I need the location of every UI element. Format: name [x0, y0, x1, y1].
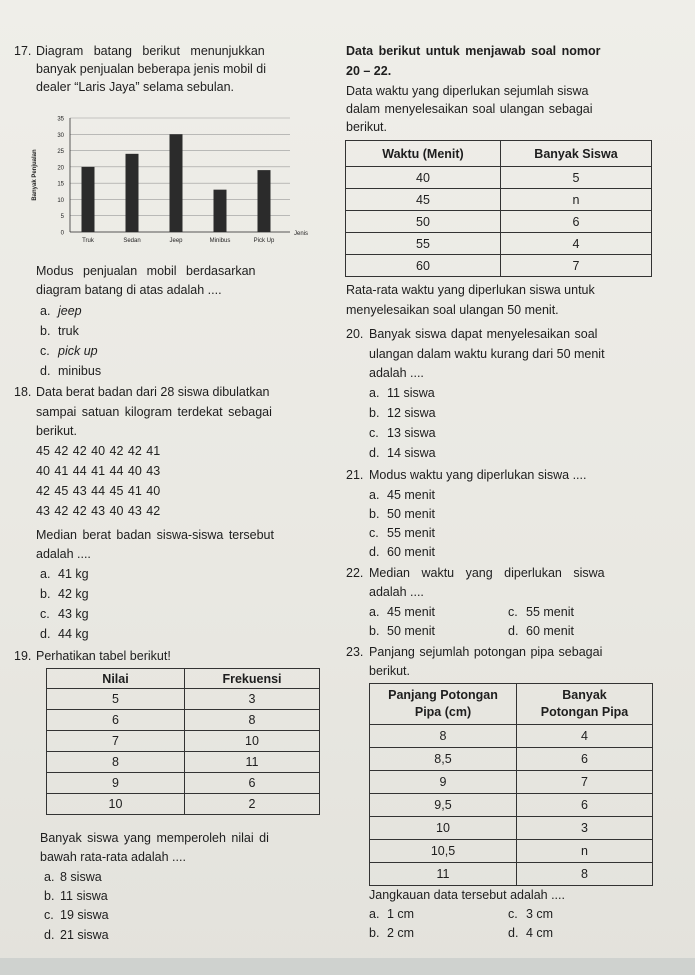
pipa-table: [369, 683, 653, 886]
table-cell: 3: [185, 689, 320, 710]
table-row: [370, 817, 653, 840]
header-nilai: Nilai: [47, 669, 185, 689]
header-waktu: Waktu (Menit): [346, 141, 501, 167]
table-cell: 3: [517, 817, 653, 840]
table-row: [47, 710, 320, 731]
after-line-1: Rata-rata waktu yang diperlukan siswa untuk: [346, 283, 595, 297]
q19-intro: Perhatikan tabel berikut!: [36, 649, 171, 663]
bar-sedan: [126, 154, 139, 232]
q22-line-2: adalah ....: [369, 585, 424, 599]
table-cell: 11: [185, 752, 320, 773]
q18-question-1: Median berat badan siswa-siswa tersebut: [36, 528, 274, 542]
table-cell: 8: [47, 752, 185, 773]
y-tick-label: 0: [60, 230, 64, 237]
table-cell: 9: [370, 771, 517, 794]
table-cell: 10,5: [370, 840, 517, 863]
q18-data-row-1: 45 42 42 40 42 42 41: [36, 444, 161, 458]
q21-number: 21.: [346, 468, 364, 482]
x-tick-label: Pick Up: [253, 238, 275, 244]
table-header-row: [370, 684, 653, 725]
header-text: Potongan Pipa: [540, 705, 629, 719]
table-cell: 5: [47, 689, 185, 710]
bar-chart: [22, 108, 322, 258]
table-cell: 7: [517, 771, 653, 794]
y-tick-label: 5: [60, 214, 64, 221]
table-cell: 10: [47, 794, 185, 815]
header-banyak-siswa: Banyak Siswa: [501, 141, 652, 167]
q18-line-1: Data berat badan dari 28 siswa dibulatkan: [36, 385, 270, 399]
q23-question: Jangkauan data tersebut adalah ....: [369, 888, 565, 902]
y-tick-label: 20: [57, 165, 64, 172]
table-cell: 11: [370, 863, 517, 886]
bar-minibus: [214, 190, 227, 232]
header-text: Panjang Potongan: [388, 688, 498, 702]
table-cell: 50: [346, 211, 501, 233]
header-frekuensi: Frekuensi: [185, 669, 320, 689]
table-cell: 7: [47, 731, 185, 752]
intro-line-2: dalam menyelesaikan soal ulangan sebagai: [346, 102, 593, 116]
header-panjang-potongan: [370, 684, 517, 725]
q19-number: 19.: [14, 649, 32, 663]
table-row: [47, 794, 320, 815]
header-banyak-potongan: [517, 684, 653, 725]
q17-question-1: Modus penjualan mobil berdasarkan: [36, 264, 256, 278]
q20-line-3: adalah ....: [369, 366, 424, 380]
table-row: [370, 725, 653, 748]
bar-truk: [82, 167, 95, 232]
q23-number: 23.: [346, 645, 364, 659]
header-text: Banyak: [562, 688, 607, 702]
table-cell: 9: [47, 773, 185, 794]
y-tick-label: 15: [57, 181, 64, 188]
table-row: [346, 189, 652, 211]
y-tick-label: 35: [57, 116, 64, 123]
y-tick-label: 30: [57, 132, 64, 139]
q18-number: 18.: [14, 385, 32, 399]
waktu-table: [345, 140, 652, 277]
table-row: [346, 167, 652, 189]
table-row: [370, 863, 653, 886]
header-text: Pipa (cm): [414, 705, 472, 719]
bar-pick-up: [258, 170, 271, 232]
q22-line-1: Median waktu yang diperlukan siswa: [369, 566, 605, 580]
table-cell: 5: [501, 167, 652, 189]
x-tick-label: Sedan: [123, 238, 141, 244]
q23-line-1: Panjang sejumlah potongan pipa sebagai: [369, 645, 603, 659]
q19-frequency-table: [46, 668, 320, 815]
table-cell: 45: [346, 189, 501, 211]
q17-number: 17.: [14, 44, 32, 58]
table-row: [370, 840, 653, 863]
q18-question-2: adalah ....: [36, 547, 91, 561]
table-row: [346, 255, 652, 277]
table-row: [47, 731, 320, 752]
bar-jeep: [170, 134, 183, 232]
table-cell: 8: [370, 725, 517, 748]
table-header-row: [47, 669, 320, 689]
x-tick-label: Minibus: [209, 238, 231, 244]
table-cell: 8,5: [370, 748, 517, 771]
q18-data-row-4: 43 42 42 43 40 43 42: [36, 504, 161, 518]
after-line-2: menyelesaikan soal ulangan 50 menit.: [346, 303, 559, 317]
table-cell: 40: [346, 167, 501, 189]
table-cell: 10: [185, 731, 320, 752]
intro-line-3: berikut.: [346, 120, 387, 134]
table-cell: 9,5: [370, 794, 517, 817]
y-tick-label: 10: [57, 197, 64, 204]
x-axis-title: Jenis: [294, 231, 309, 237]
table-cell: 2: [185, 794, 320, 815]
table-cell: 4: [501, 233, 652, 255]
table-row: [346, 233, 652, 255]
q20-line-2: ulangan dalam waktu kurang dari 50 menit: [369, 347, 605, 361]
table-row: [47, 773, 320, 794]
q19-question-2: bawah rata-rata adalah ....: [40, 850, 186, 864]
q17-line-3: dealer “Laris Jaya” selama sebulan.: [36, 80, 235, 94]
q19-question-1: Banyak siswa yang memperoleh nilai di: [40, 831, 269, 845]
x-tick-label: Truk: [82, 238, 94, 244]
q18-line-3: berikut.: [36, 424, 77, 438]
table-cell: 10: [370, 817, 517, 840]
q20-number: 20.: [346, 327, 364, 341]
q20-line-1: Banyak siswa dapat menyelesaikan soal: [369, 327, 598, 341]
q22-number: 22.: [346, 566, 364, 580]
table-row: [370, 748, 653, 771]
table-cell: 7: [501, 255, 652, 277]
q18-line-2: sampai satuan kilogram terdekat sebagai: [36, 405, 272, 419]
table-row: [47, 689, 320, 710]
y-axis-title: Banyak Penjualan: [32, 149, 38, 201]
table-cell: 6: [517, 794, 653, 817]
q17-line-1: Diagram batang berikut menunjukkan: [36, 44, 265, 58]
y-tick-label: 25: [57, 149, 64, 156]
table-cell: 8: [185, 710, 320, 731]
table-cell: 6: [501, 211, 652, 233]
table-cell: n: [517, 840, 653, 863]
section-heading-2: 20 – 22.: [346, 64, 392, 78]
q21-line-1: Modus waktu yang diperlukan siswa ....: [369, 468, 587, 482]
table-cell: 55: [346, 233, 501, 255]
bottom-edge: [0, 958, 695, 975]
q23-line-2: berikut.: [369, 664, 410, 678]
intro-line-1: Data waktu yang diperlukan sejumlah siswa: [346, 84, 589, 98]
worksheet-page: 17. Diagram batang berikut menunjukkan banyak penjualan beberapa jenis mobil di dealer “Laris Jaya” selama sebulan. 0 5 10 15 20 25 30 35 Truk Sedan Jeep Minibus Pick Up Banyak Penjualan Jenis Modus penjualan mobil berdasarkan diagram batang di atas adalah .... a. jeep b. truk c. pick up d. minibus 18. Data berat badan dari 28 siswa dibulatkan sampai satuan kilogram terdekat sebagai berikut. 45 42 42 40 42 42 41 40 41 44 41 44 40 43 42 45 43 44 45 41 40 43 42 42 43 40 43 42 Median berat badan siswa-siswa tersebut adalah .... a. 41 kg b. 42 kg c. 43 kg d. 44 kg 19. Perhatikan tabel berikut! Nilai Frekuensi 5 3 6 8 7 10 8 11 9 6 10 2 Banyak siswa yang memperoleh nilai di bawah rata-rata adalah .... a. 8 siswa b. 11 siswa c. 19 siswa d. 21 siswa Data berikut untuk menjawab soal nomor 20 – 22. Data waktu yang diperlukan sejumlah siswa dalam menyelesaikan soal ulangan sebagai berikut. Waktu (Menit) Banyak Siswa 40 5 45 n 50 6 55 4 60 7 Rata-rata waktu yang diperlukan siswa untuk menyelesaikan soal ulangan 50 menit. 20. Banyak siswa dapat menyelesaikan soal ulangan dalam waktu kurang dari 50 menit adalah .... a. 11 siswa b. 12 siswa c. 13 siswa d. 14 siswa 21. Modus waktu yang diperlukan siswa .... a. 45 menit b. 50 menit c. 55 menit d. 60 menit 22. Median waktu yang diperlukan siswa adalah .... a. 45 menit c. 55 menit b. 50 menit d. 60 menit 23. Panjang sejumlah potongan pipa sebagai berikut. Panjang Potongan Pipa (cm) Banyak Potongan Pipa 8 4 8,5 6 9 7 9,5 6 10 3 10,5 n 11 8 Jangkauan data tersebut adalah .... a. 1 cm c. 3 cm b. 2 cm d. 4 cm: [0, 0, 695, 975]
section-heading-1: Data berikut untuk menjawab soal nomor: [346, 44, 601, 58]
table-cell: n: [501, 189, 652, 211]
table-row: [346, 211, 652, 233]
table-cell: 4: [517, 725, 653, 748]
table-cell: 6: [47, 710, 185, 731]
table-row: [370, 771, 653, 794]
table-cell: 6: [185, 773, 320, 794]
q17-question-2: diagram batang di atas adalah ....: [36, 283, 222, 297]
x-tick-label: Jeep: [169, 238, 183, 244]
table-row: [47, 752, 320, 773]
q18-data-row-2: 40 41 44 41 44 40 43: [36, 464, 161, 478]
q18-data-row-3: 42 45 43 44 45 41 40: [36, 484, 161, 498]
table-cell: 6: [517, 748, 653, 771]
table-row: [370, 794, 653, 817]
table-header-row: [346, 141, 652, 167]
table-cell: 8: [517, 863, 653, 886]
table-cell: 60: [346, 255, 501, 277]
q17-line-2: banyak penjualan beberapa jenis mobil di: [36, 62, 267, 76]
